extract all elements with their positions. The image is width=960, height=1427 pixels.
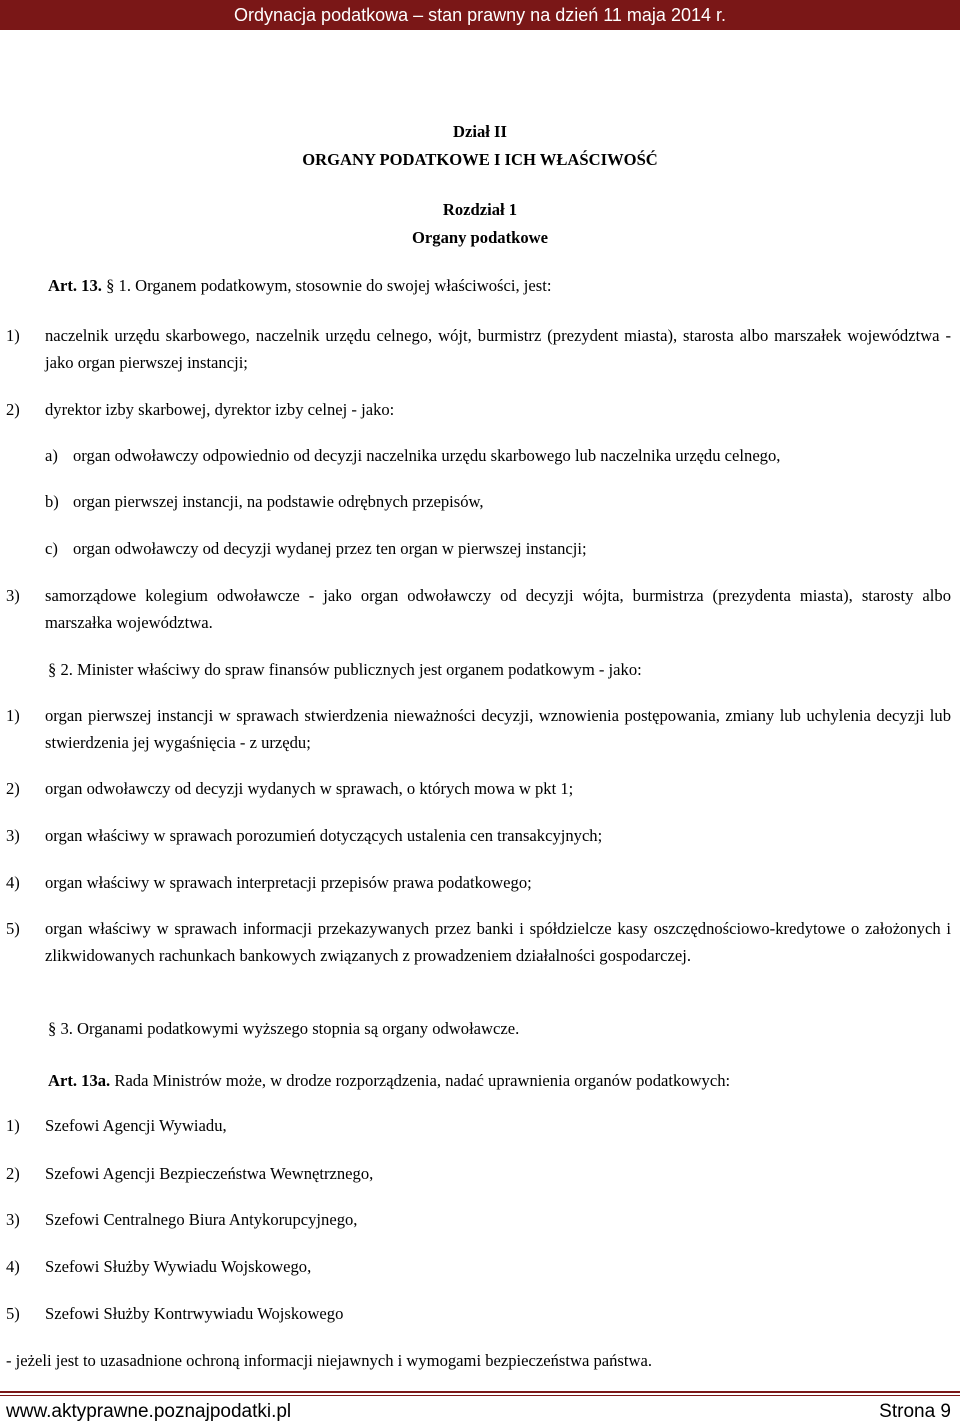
item-number: 2) bbox=[6, 779, 20, 798]
chapter-label: Rozdział 1 bbox=[442, 200, 518, 219]
footer-rule-thin bbox=[0, 1395, 960, 1396]
item-number: 4) bbox=[6, 873, 20, 892]
item-number: 1) bbox=[6, 706, 20, 725]
subitem-letter: b) bbox=[45, 492, 59, 511]
item-text: naczelnik urzędu skarbowego, naczelnik urzędu celnego, wójt, burmistrz (prezydent miasta), starosta albo marszałek województwa - jako organ pierwszej instancji; bbox=[45, 326, 951, 372]
item-number: 5) bbox=[6, 1304, 20, 1323]
item-text: organ właściwy w sprawach porozumień dotyczących ustalenia cen transakcyjnych; bbox=[45, 826, 603, 845]
item-number: 3) bbox=[6, 586, 20, 605]
item-number: 2) bbox=[6, 1164, 20, 1183]
division-title: ORGANY PODATKOWE I ICH WŁAŚCIWOŚĆ bbox=[302, 150, 658, 169]
item-number: 1) bbox=[6, 1116, 20, 1135]
footer-website: www.aktyprawne.poznajpodatki.pl bbox=[6, 1401, 292, 1422]
subitem-text: organ pierwszej instancji, na podstawie odrębnych przepisów, bbox=[73, 492, 484, 511]
item-text: Szefowi Centralnego Biura Antykorupcyjnego, bbox=[45, 1210, 358, 1229]
art13a-closing: - jeżeli jest to uzasadnione ochroną informacji niejawnych i wymogami bezpieczeństwa państwa. bbox=[6, 1351, 652, 1370]
item-text: Szefowi Agencji Wywiadu, bbox=[45, 1116, 227, 1135]
item-text: organ właściwy w sprawach informacji przekazywanych przez banki i spółdzielcze kasy oszczędnościowo-kredytowe o założonych i zlikwidowanych rachunkach bankowych związanych z prowadzeniem działalności gospodarczej. bbox=[45, 919, 951, 965]
item-number: 3) bbox=[6, 1210, 20, 1229]
item-number: 1) bbox=[6, 326, 20, 345]
art13a-intro-text: Rada Ministrów może, w drodze rozporządzenia, nadać uprawnienia organów podatkowych: bbox=[114, 1071, 731, 1090]
item-number: 5) bbox=[6, 919, 20, 938]
subitem-text: organ odwoławczy odpowiednio od decyzji naczelnika urzędu skarbowego lub naczelnika urzędu celnego, bbox=[73, 446, 781, 465]
art13a-label: Art. 13a. bbox=[48, 1071, 111, 1090]
art13-paragraph-3: § 3. Organami podatkowymi wyższego stopnia są organy odwoławcze. bbox=[48, 1019, 520, 1038]
item-text: Szefowi Agencji Bezpieczeństwa Wewnętrznego, bbox=[45, 1164, 374, 1183]
chapter-title: Organy podatkowe bbox=[412, 228, 548, 247]
division-label: Dział II bbox=[453, 122, 507, 141]
item-number: 3) bbox=[6, 826, 20, 845]
subitem-letter: c) bbox=[45, 539, 58, 558]
item-number: 4) bbox=[6, 1257, 20, 1276]
art13-paragraph-2: § 2. Minister właściwy do spraw finansów publicznych jest organem podatkowym - jako: bbox=[48, 660, 642, 679]
footer-page-number: Strona 9 bbox=[879, 1401, 951, 1422]
item-text: organ pierwszej instancji w sprawach stwierdzenia nieważności decyzji, wznowienia postępowania, zmiany lub uchylenia decyzji lub stwierdzenia jej wygaśnięcia - z urzędu; bbox=[45, 706, 951, 752]
subitem-letter: a) bbox=[45, 446, 58, 465]
item-text: Szefowi Służby Kontrwywiadu Wojskowego bbox=[45, 1304, 344, 1323]
footer-rule bbox=[0, 1391, 960, 1393]
subitem-text: organ odwoławczy od decyzji wydanej przez ten organ w pierwszej instancji; bbox=[73, 539, 587, 558]
item-text: samorządowe kolegium odwoławcze - jako organ odwoławczy od decyzji wójta, burmistrza (prezydenta miasta), starosty albo marszałka województwa. bbox=[45, 586, 951, 632]
item-text: Szefowi Służby Wywiadu Wojskowego, bbox=[45, 1257, 312, 1276]
item-text: dyrektor izby skarbowej, dyrektor izby celnej - jako: bbox=[45, 400, 395, 419]
item-text: organ właściwy w sprawach interpretacji przepisów prawa podatkowego; bbox=[45, 873, 532, 892]
item-number: 2) bbox=[6, 400, 20, 419]
page-header: Ordynacja podatkowa – stan prawny na dzień 11 maja 2014 r. bbox=[0, 0, 960, 30]
art13-label: Art. 13. bbox=[48, 276, 102, 295]
art13-p1-text: § 1. Organem podatkowym, stosownie do swojej właściwości, jest: bbox=[106, 276, 552, 295]
art13a-intro bbox=[48, 1067, 730, 1094]
art13-paragraph-1 bbox=[48, 272, 551, 299]
item-text: organ odwoławczy od decyzji wydanych w sprawach, o których mowa w pkt 1; bbox=[45, 779, 574, 798]
